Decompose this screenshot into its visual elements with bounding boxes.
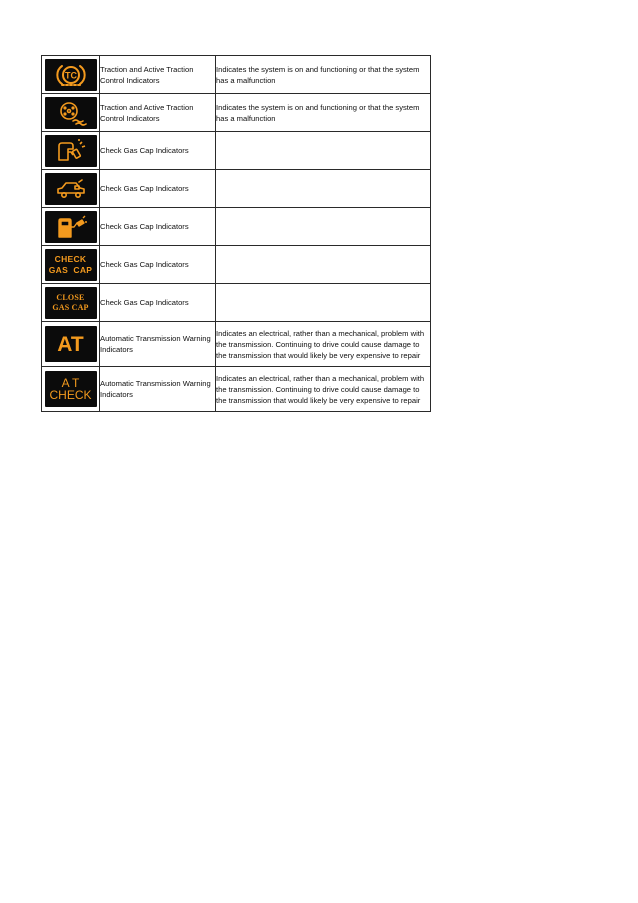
table-row [42,246,431,284]
icon-text-line: GAS CAP [48,264,93,275]
icon-text-line: CHECK [54,254,87,264]
traction-control-skid-icon [45,97,97,129]
traction-control-tc-icon [45,59,97,91]
svg-text:TC: TC [64,70,77,80]
indicator-description [216,284,431,322]
indicator-name: Check Gas Cap Indicators [100,170,216,208]
icon-text-line: CLOSE [56,292,85,302]
table-row [42,56,431,94]
indicator-description: Indicates the system is on and functioning or that the system has a malfunction [216,94,431,132]
icon-text-line: GAS CAP [52,302,89,312]
indicator-description [216,246,431,284]
car-fuel-door-icon [45,173,97,205]
indicator-name: Check Gas Cap Indicators [100,208,216,246]
table-row [42,94,431,132]
indicator-description: Indicates the system is on and functioning or that the system has a malfunction [216,56,431,94]
table-row [42,208,431,246]
table-row [42,132,431,170]
icon-text-line: CHECK [49,388,92,402]
table-row [42,170,431,208]
indicator-name: Traction and Active Traction Control Indicators [100,94,216,132]
table-row [42,284,431,322]
table-row [42,367,431,412]
icon-text-line: A T [61,376,80,390]
at-text-icon [45,326,97,362]
indicator-description: Indicates an electrical, rather than a mechanical, problem with the transmission. Continuing to drive could cause damage to the transmission that would likely be very expensive to repair [216,367,431,412]
indicator-description [216,170,431,208]
close-gas-cap-text-icon [45,287,97,319]
fuel-cap-icon [45,135,97,167]
table-row [42,322,431,367]
at-check-text-icon [45,371,97,407]
indicator-name: Check Gas Cap Indicators [100,132,216,170]
indicator-description: Indicates an electrical, rather than a mechanical, problem with the transmission. Continuing to drive could cause damage to the transmission that would likely be very expensive to repair [216,322,431,367]
indicator-name: Check Gas Cap Indicators [100,284,216,322]
indicator-name: Traction and Active Traction Control Indicators [100,56,216,94]
indicator-name: Check Gas Cap Indicators [100,246,216,284]
indicator-table [41,55,431,412]
fuel-pump-cap-icon [45,211,97,243]
indicator-name: Automatic Transmission Warning Indicators [100,367,216,412]
indicator-name: Automatic Transmission Warning Indicators [100,322,216,367]
icon-text-line: AT [57,332,84,356]
check-gas-cap-text-icon [45,249,97,281]
indicator-description [216,132,431,170]
indicator-description [216,208,431,246]
